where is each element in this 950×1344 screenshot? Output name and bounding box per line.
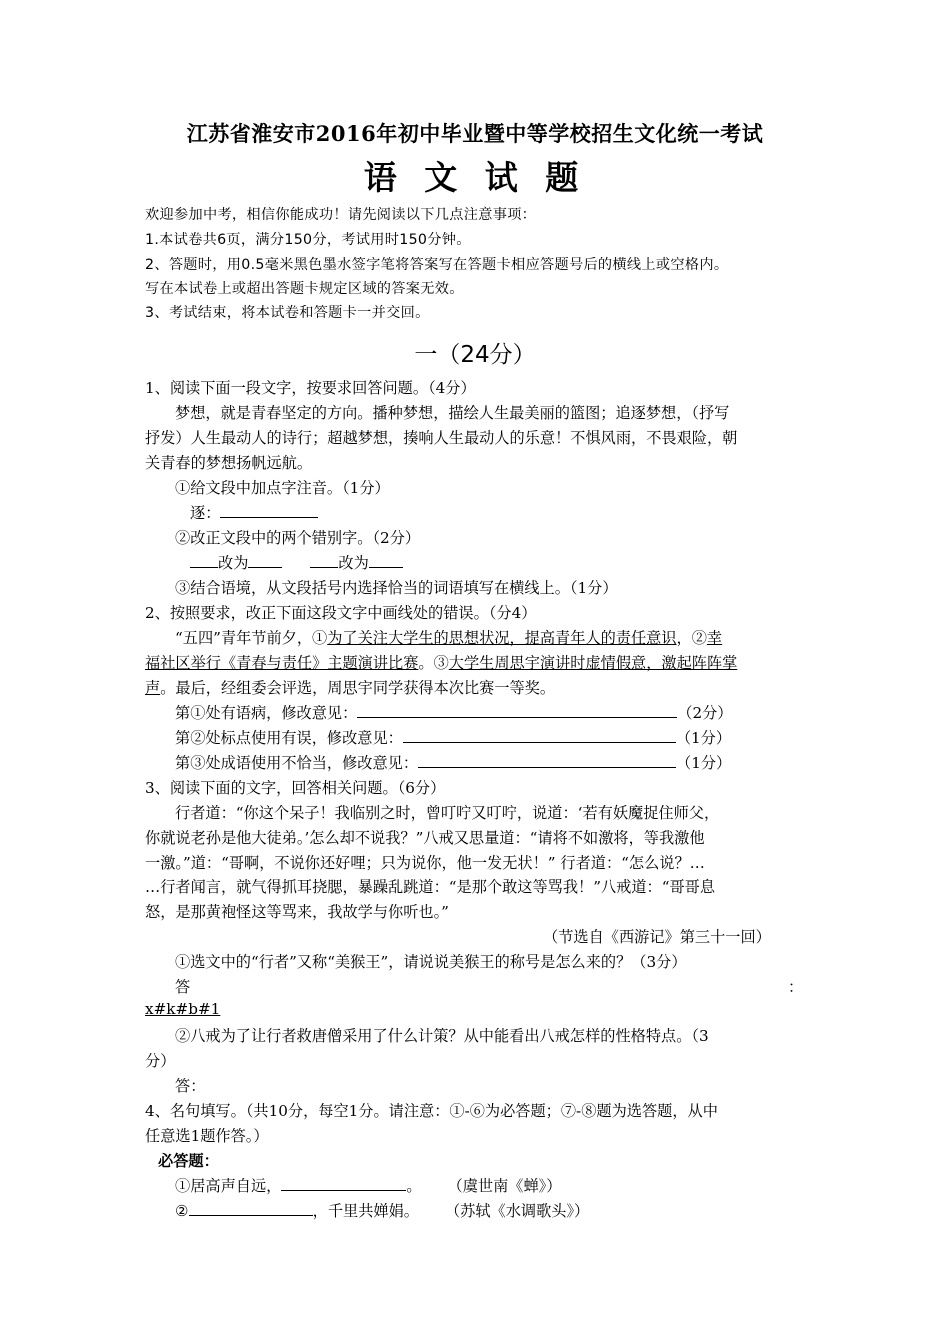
notice-item-3: 3、考试结束，将本试卷和答题卡一并交回。	[145, 305, 430, 321]
q4-stem-line-1: 4、名句填写。（共10分，每空1分。请注意：①-⑥为必答题；⑦-⑧题为选答题，从中	[145, 1102, 718, 1120]
notice-item-2-line-1: 2、答题时，用0.5毫米黑色墨水签字笔将答案写在答题卡相应答题号后的横线上或空格内。	[145, 257, 729, 273]
q2-fix-3-blank[interactable]	[418, 753, 676, 768]
q2-fix-3-label: 第③处成语使用不恰当，修改意见：	[175, 754, 418, 772]
q2-text-segment: 。③	[418, 654, 449, 672]
q3-stem: 3、阅读下面的文字，回答相关问题。（6分）	[145, 779, 446, 797]
q1-passage-line-3: 关青春的梦想扬帆远航。	[145, 454, 313, 472]
q4-item-1-source: （虞世南《蝉》）	[447, 1177, 562, 1195]
q2-fix-1-label: 第①处有语病，修改意见：	[175, 704, 358, 722]
q3-sub-2-line-1: ②八戒为了让行者救唐僧采用了什么计策？从中能看出八戒怎样的性格特点。（3	[175, 1027, 709, 1045]
q2-fix-1	[175, 702, 732, 723]
q2-fix-2-blank[interactable]	[403, 728, 676, 743]
q1-sub-2-change-2: 改为	[338, 554, 369, 572]
exam-title: 江苏省淮安市2016年初中毕业暨中等学校招生文化统一考试	[186, 121, 764, 146]
q1-sub-2-answer	[190, 552, 403, 573]
q1-sub-1-answer	[190, 502, 318, 523]
q2-text-segment: “五四”青年节前夕，①	[175, 629, 328, 647]
section-heading: 一（24分）	[414, 342, 536, 368]
q2-text-segment: 。最后，经组委会评选，周思宇同学获得本次比赛一等奖。	[160, 679, 556, 697]
notice-item-2-line-2: 写在本试卷上或超出答题卡规定区域的答案无效。	[145, 281, 464, 297]
q2-passage-line-1	[175, 627, 722, 648]
q2-stem: 2、按照要求，改正下面这段文字中画线处的错误。（分4）	[145, 604, 537, 622]
subject-title: 语 文 试 题	[363, 158, 587, 197]
q4-item-1-prompt: ①居高声自远，	[175, 1177, 282, 1195]
q4-item-2-number: ②	[175, 1202, 189, 1220]
q4-item-2-prompt: ，千里共婵娟。	[312, 1202, 419, 1220]
q4-item-2-source: （苏轼《水调歌头》）	[444, 1202, 590, 1220]
q1-sub-2-blank-1[interactable]	[190, 553, 218, 568]
q2-underline-2: 福社区举行《青春与责任》主题演讲比赛	[145, 654, 419, 672]
q2-fix-3-score: （1分）	[676, 754, 732, 772]
q3-passage-line-5: 怒，是那黄袍怪这等骂来，我故学与你听也。”	[145, 903, 449, 921]
q1-passage-line-1: 梦想，就是青春坚定的方向。播种梦想，描绘人生最美丽的篮图；追逐梦想，（抒写	[175, 404, 730, 422]
q2-text-segment: ，②	[676, 629, 707, 647]
q2-fix-2-score: （1分）	[675, 729, 732, 747]
q3-passage-line-1: 行者道：“你这个呆子！我临别之时，曾叮咛又叮咛，说道：‘若有妖魔捉住师父，	[175, 804, 720, 822]
q2-passage-line-3	[145, 677, 555, 698]
q4-item-1	[175, 1175, 561, 1196]
q2-underline-1: 为了关注大学生的思想状况，提高青年人的责任意识	[327, 629, 677, 647]
q2-fix-1-score: （2分）	[677, 704, 733, 722]
q4-item-1-end: 。	[406, 1177, 422, 1195]
q1-sub-2-blank-4[interactable]	[369, 553, 403, 568]
q2-fix-1-blank[interactable]	[357, 703, 677, 718]
q1-passage-line-2: 抒发）人生最动人的诗行；超越梦想，揍响人生最动人的乐意！不惧风雨，不畏艰险，朝	[145, 429, 738, 447]
q3-sub-1-colon: ：	[788, 978, 804, 996]
q2-fix-2-label: 第②处标点使用有误，修改意见：	[175, 729, 403, 747]
q3-sub-2-line-2: 分）	[145, 1052, 176, 1070]
q4-item-1-blank[interactable]	[281, 1176, 406, 1191]
q1-sub-1: ①给文段中加点字注音。（1分）	[175, 479, 390, 497]
q2-underline-3: 大学生周思宇演讲时虚情假意，激起阵阵掌	[448, 654, 738, 672]
q1-sub-1-blank[interactable]	[220, 503, 318, 518]
q4-stem-line-2: 任意选1题作答。）	[145, 1127, 269, 1145]
q1-sub-2: ②改正文段中的两个错别字。（2分）	[175, 529, 421, 547]
q2-underline-3: 声	[145, 679, 161, 697]
q1-stem: 1、阅读下面一段文字，按要求回答问题。（4分）	[145, 379, 476, 397]
q2-passage-line-2	[145, 652, 737, 673]
watermark-text: x#k#b#1	[145, 1000, 221, 1018]
q1-sub-3: ③结合语境，从文段括号内选择恰当的词语填写在横线上。（1分）	[175, 579, 618, 597]
notice-intro: 欢迎参加中考，相信你能成功！请先阅读以下几点注意事项：	[145, 207, 537, 223]
q2-underline-2: 幸	[706, 629, 723, 647]
q1-sub-2-blank-2[interactable]	[248, 553, 282, 568]
notice-item-1: 1.本试卷共6页，满分150分，考试用时150分钟。	[145, 232, 471, 248]
q3-source: （节选自《西游记》第三十一回）	[543, 928, 771, 946]
q3-passage-line-3: 一激。”道：“哥啊，不说你还好哩；只为说你，他一发无状！” 行者道：“怎么说？…	[145, 854, 705, 872]
q4-item-2	[175, 1200, 589, 1221]
q1-sub-2-change-1: 改为	[218, 554, 249, 572]
q4-required-label: 必答题：	[158, 1152, 219, 1170]
q3-passage-line-4: …行者闻言，就气得抓耳挠腮，暴躁乱跳道：“是那个敢这等骂我！”八戒道：“哥哥息	[145, 878, 716, 896]
q1-sub-2-blank-3[interactable]	[310, 553, 338, 568]
q3-sub-2-answer-label: 答：	[175, 1077, 206, 1095]
q2-fix-2	[175, 727, 731, 748]
q4-item-2-blank[interactable]	[189, 1201, 313, 1216]
q1-sub-1-word: 逐：	[190, 504, 221, 522]
q3-sub-1: ①选文中的“行者”又称“美猴王”，请说说美猴王的称号是怎么来的？（3分）	[175, 953, 687, 971]
q3-passage-line-2: 你就说老孙是他大徒弟。’怎么却不说我？”八戒又思量道：“请将不如激将，等我激他	[145, 829, 705, 847]
q3-sub-1-answer-label: 答	[175, 978, 191, 996]
q2-fix-3	[175, 752, 731, 773]
